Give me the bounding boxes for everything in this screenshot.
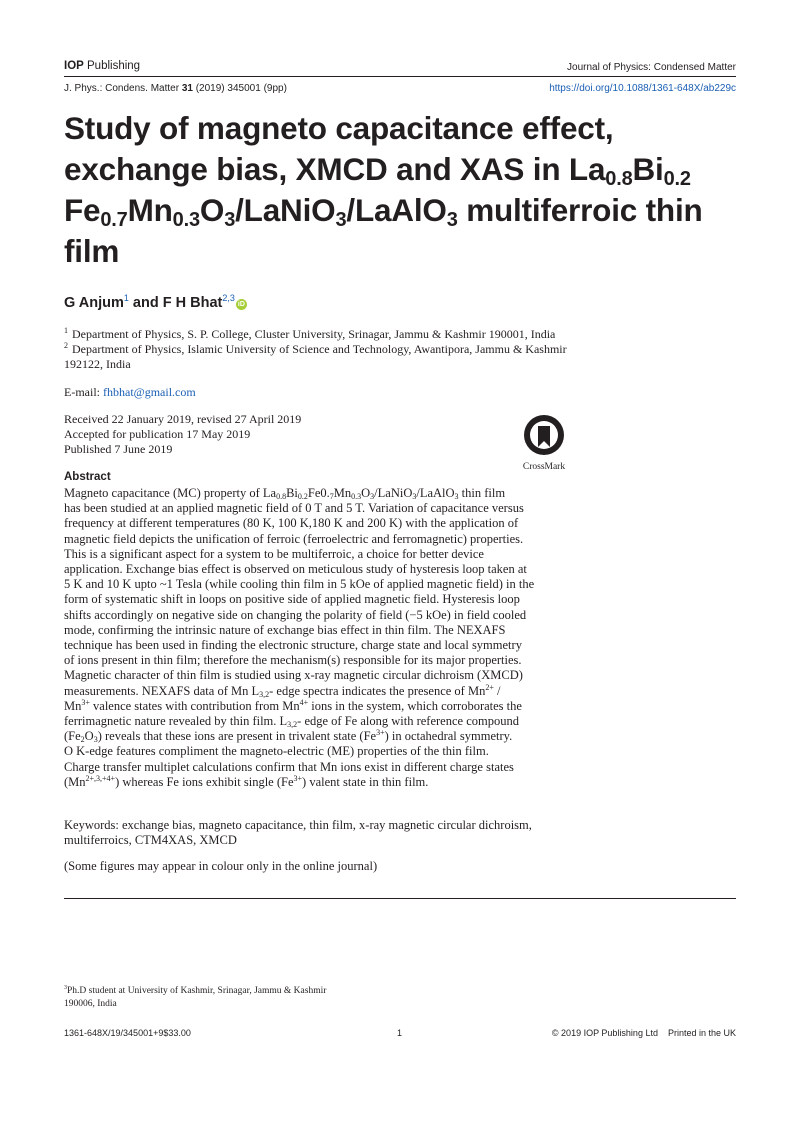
author-2-affil[interactable]: 2,3 xyxy=(222,293,235,303)
author-list xyxy=(64,295,247,311)
keywords-line-1: Keywords: exchange bias, magneto capacitance, thin film, x-ray magnetic circular dichroism, xyxy=(64,818,532,832)
keywords xyxy=(64,818,532,848)
abstract-line: $(Mn^{2+,3,+4+})$ whereas Fe ions exhibit single $(Fe^{3+})$ valent state in thin film. xyxy=(64,773,429,789)
citation xyxy=(64,83,287,94)
title-line-3: $Fe_{0.7}Mn_{0.3}O_3/LaNiO_3/LaAlO_3$ multiferroic thin xyxy=(64,192,703,231)
crossmark-label: CrossMark xyxy=(522,462,566,472)
affiliation-1: $^1$ Department of Physics, S. P. College, Cluster University, Srinagar, Jammu & Kashmir 190001, India xyxy=(64,326,556,341)
published-date: Published 7 June 2019 xyxy=(64,442,173,456)
abstract-body xyxy=(64,486,570,790)
header-rule xyxy=(64,76,736,77)
abstract-heading: Abstract xyxy=(64,471,111,483)
abstract-line: frequency at different temperatures (80 K, 100 K,180 K and 200 K) with the application of xyxy=(64,516,519,531)
abstract-line: measurements. NEXAFS data of Mn $L_{3,2}-$ edge spectra indicates the presence of $Mn^{2+}$ / xyxy=(64,682,501,699)
email-line xyxy=(64,385,196,400)
abstract-line: magnetic field depicts the unification of ferroic (ferroelectric and ferromagnetic) properties. xyxy=(64,531,524,546)
abstract-line: O K-edge features compliment the magneto-electric (ME) properties of the thin film. xyxy=(64,744,489,759)
issn-price: 1361-648X/19/345001+9$33.00 xyxy=(64,1028,191,1038)
email-label: E-mail: xyxy=(64,385,103,399)
title-line-2: exchange bias, XMCD and XAS in $La_{0.8}Bi_{0.2}$ xyxy=(64,151,691,190)
journal-name: Journal of Physics: Condensed Matter xyxy=(567,62,736,73)
abstract-line: This is a significant aspect for a system to be multiferroic, a choice for better device xyxy=(64,546,484,561)
received-date: Received 22 January 2019, revised 27 April 2019 xyxy=(64,412,302,426)
abstract-line: $(Fe_2O_3)$ reveals that these ions are present in trivalent state $(Fe^{3+})$ in octahedral symmetry. xyxy=(64,728,513,745)
citation-volume: 31 xyxy=(181,83,193,94)
copyright: © 2019 IOP Publishing Ltd Printed in the UK xyxy=(551,1028,736,1038)
abstract-line: Magneto capacitance (MC) property of $La_{0.8}Bi_{0.2}Fe0._7Mn_{0.3}O_3/LaNiO_3/LaAlO_3$ thin film xyxy=(64,486,506,501)
doi-link[interactable]: https://doi.org/10.1088/1361-648X/ab229c xyxy=(549,83,736,94)
abstract-line: technique has been used in finding the electronic structure, charge state and local symmetry xyxy=(64,638,522,653)
email-link[interactable]: fhbhat@gmail.com xyxy=(103,385,196,399)
abstract-line: of ions present in thin film; therefore the mechanism(s) responsible for its major properties. xyxy=(64,653,522,668)
abstract-rule xyxy=(64,898,736,899)
abstract-line: 5 K and 10 K upto ~1 Tesla (while cooling thin film in 5 kOe of applied magnetic field) in the xyxy=(64,577,535,592)
footnote-text-2: 190006, India xyxy=(64,998,117,1009)
title-line-1: Study of magneto capacitance effect, xyxy=(64,110,614,146)
publisher-logo xyxy=(64,60,140,72)
footnote-number: 3 xyxy=(64,985,67,991)
publication-dates xyxy=(64,412,301,457)
abstract-line: ferrimagnetic nature revealed by thin film. $L_{3,2}-$ edge of Fe along with reference compound xyxy=(64,714,519,730)
abstract-line: Charge transfer multiplet calculations confirm that Mn ions exist in different charge states xyxy=(64,759,514,774)
page-number: 1 xyxy=(397,1028,403,1038)
affiliation-2: $^2$ Department of Physics, Islamic University of Science and Technology, Awantipora, Jammu & Kashmir 192122, India xyxy=(64,341,567,371)
footnote xyxy=(64,985,394,1010)
crossmark-icon xyxy=(523,414,565,456)
footnote-text-1: Ph.D student at University of Kashmir, Srinagar, Jammu & Kashmir xyxy=(67,986,327,996)
publisher-logo-bold: IOP xyxy=(64,60,84,72)
abstract-line: has been studied at an applied magnetic field of 0 T and 5 T. Variation of capacitance versus xyxy=(64,501,524,516)
crossmark-badge[interactable] xyxy=(518,414,570,472)
abstract-line: $Mn^{3+}$ valence states with contribution from $Mn^{4+}$ ions in the system, which corroborates the xyxy=(64,697,522,713)
abstract-line: form of systematic shift in loops on positive side of applied magnetic field. Hysteresis loop xyxy=(64,592,520,607)
citation-suffix: (2019) 345001 (9pp) xyxy=(192,83,287,94)
author-2: and F H Bhat xyxy=(128,295,223,311)
publisher-logo-text: Publishing xyxy=(87,60,141,72)
abstract-line: application. Exchange bias effect is observed on meticulous study of hysteresis loop taken at xyxy=(64,562,527,577)
colour-note: (Some figures may appear in colour only in the online journal) xyxy=(64,859,378,873)
accepted-date: Accepted for publication 17 May 2019 xyxy=(64,427,251,441)
title-line-4: film xyxy=(64,233,120,269)
author-1-affil[interactable]: 1 xyxy=(123,293,129,303)
author-1: G Anjum xyxy=(64,295,124,311)
abstract-line: Magnetic character of thin film is studied using x-ray magnetic circular dichroism (XMCD) xyxy=(64,668,523,683)
abstract-line: shifts accordingly on negative side on changing the polarity of field (−5 kOe) in field cooled xyxy=(64,607,527,622)
paper-title xyxy=(64,108,744,272)
orcid-icon[interactable]: iD xyxy=(237,301,245,308)
abstract-line: mode, confirming the intrinsic nature of exchange bias effect in thin film. The NEXAFS xyxy=(64,622,506,637)
keywords-line-2: multiferroics, CTM4XAS, XMCD xyxy=(64,833,237,848)
citation-prefix: J. Phys.: Condens. Matter xyxy=(64,83,182,94)
